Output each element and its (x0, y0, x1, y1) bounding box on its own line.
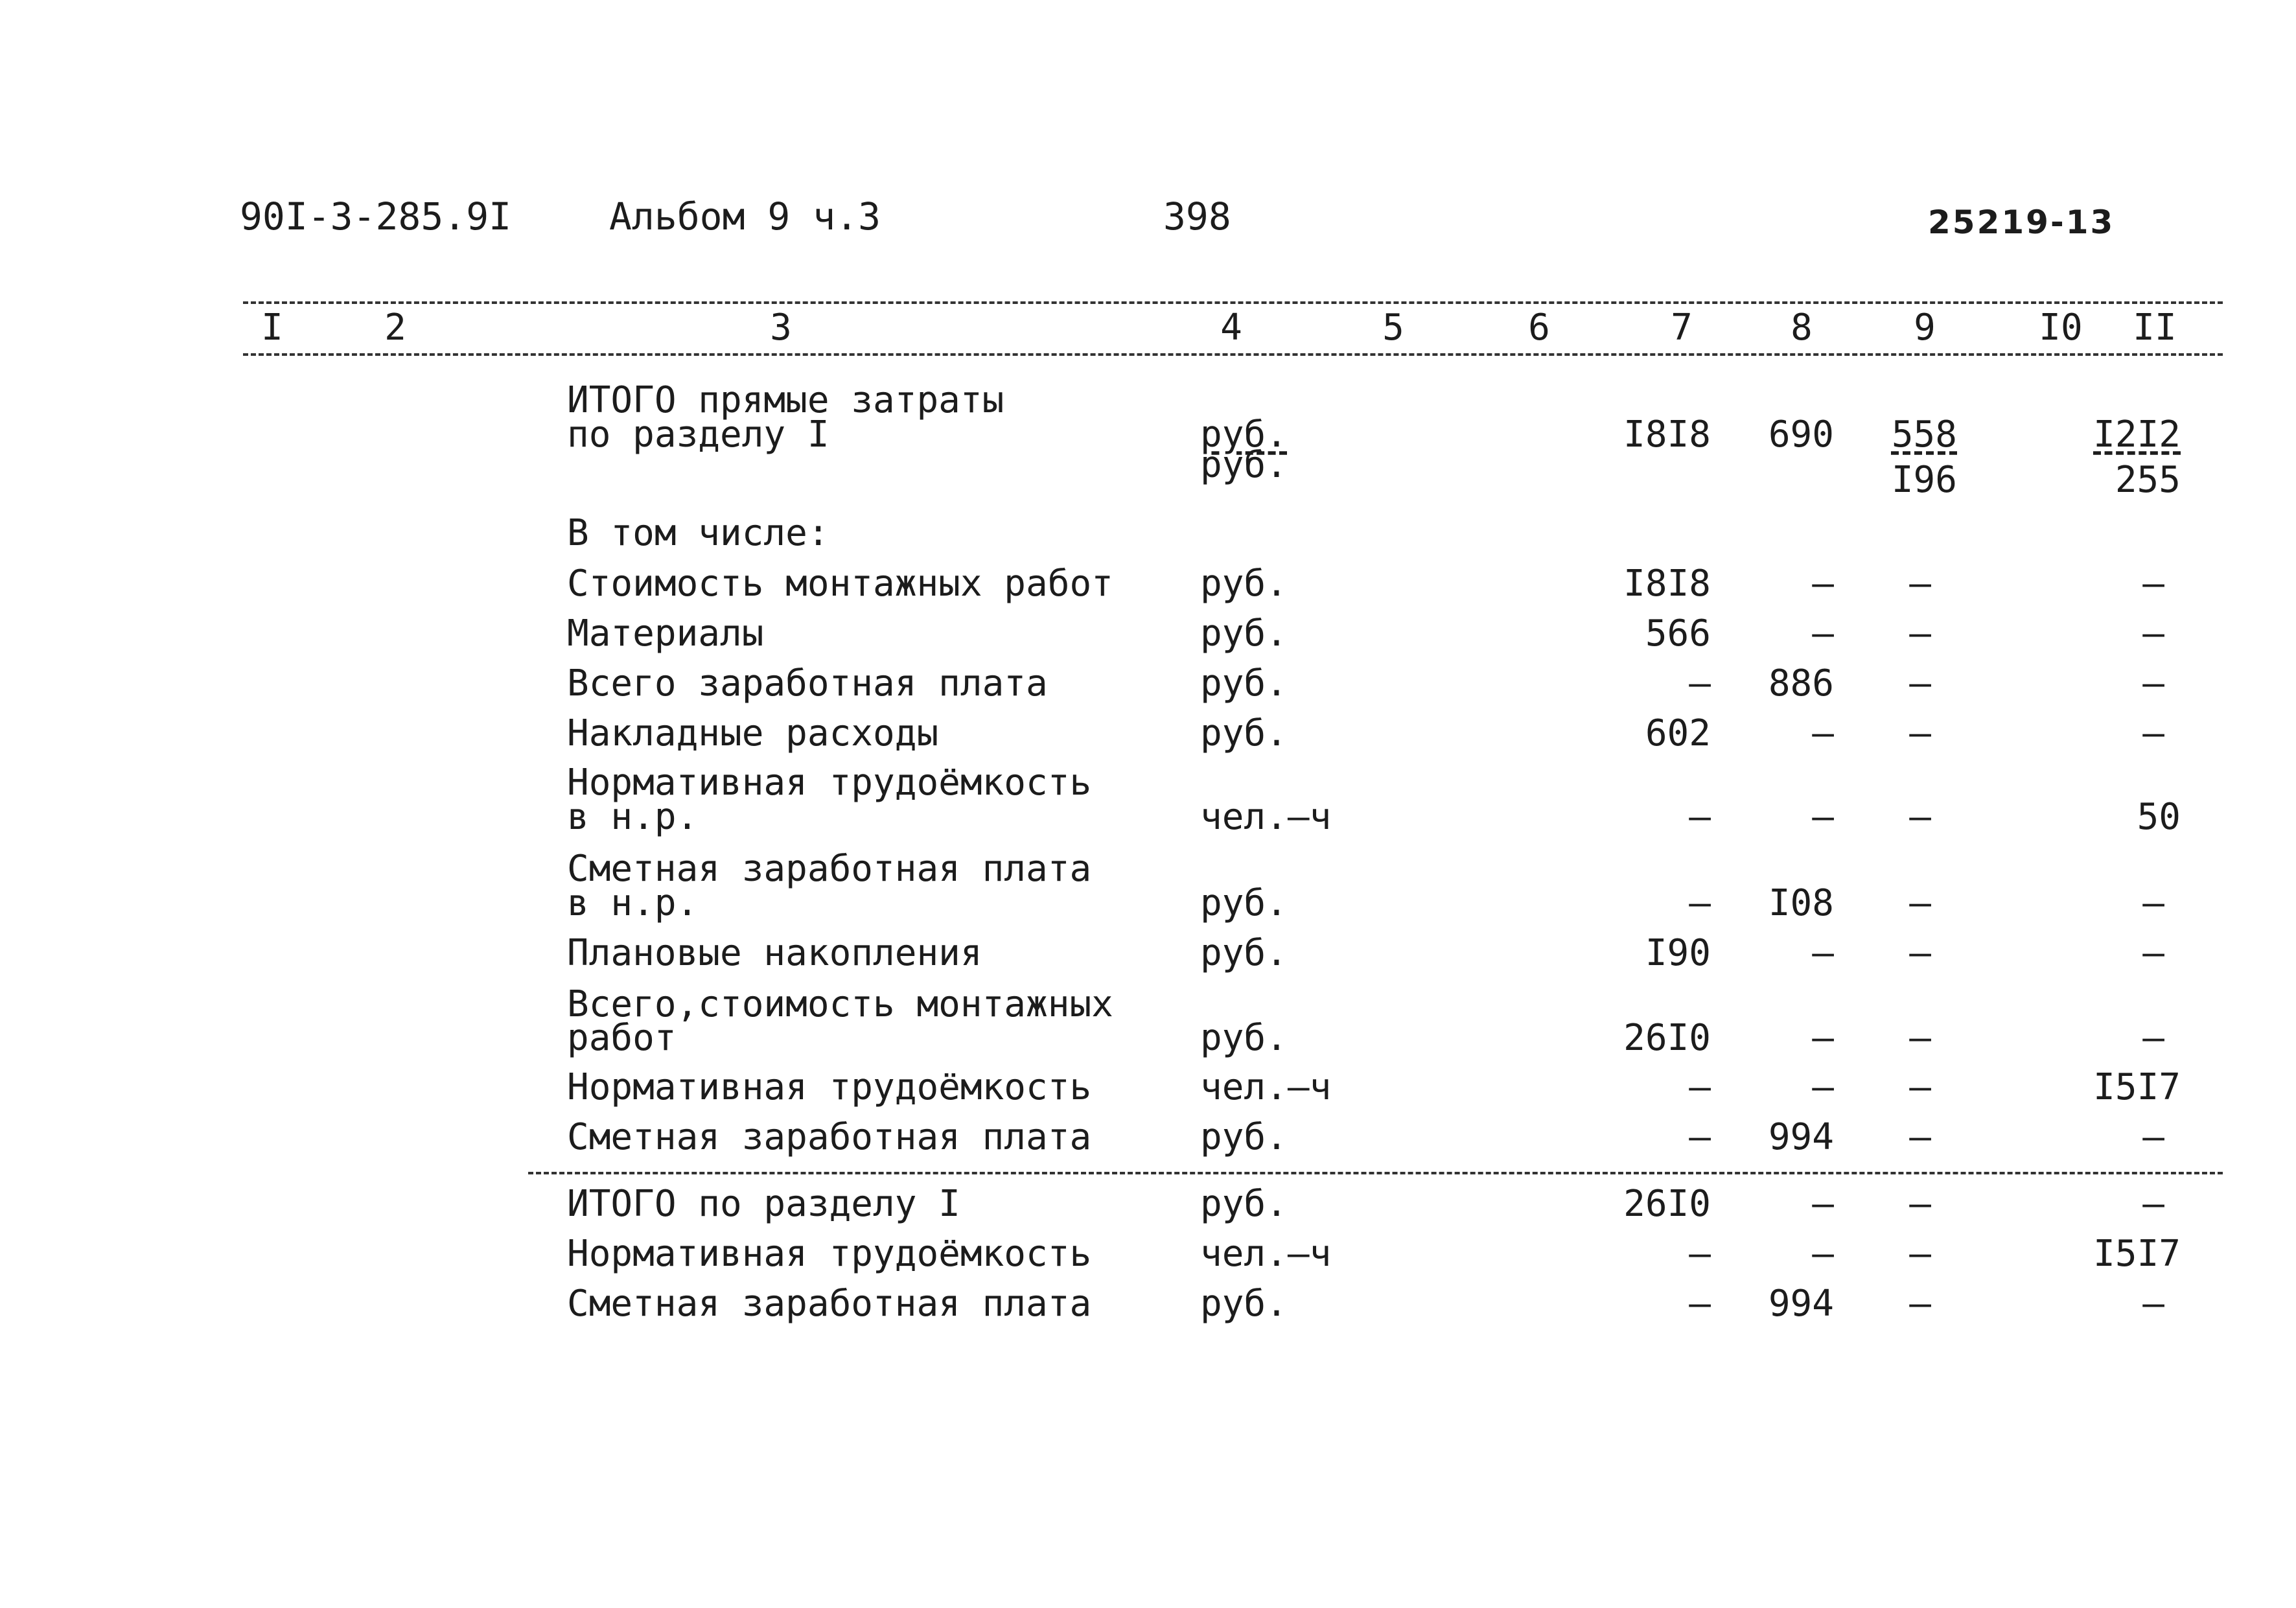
row-unit: руб. (1200, 612, 1288, 655)
row-col11: – (2142, 1116, 2164, 1158)
totals-col11: I5I7 (2093, 1233, 2181, 1275)
row-label: Накладные расходы (567, 712, 939, 754)
column-number: 7 (1671, 307, 1693, 349)
subheading: В том числе: (567, 512, 829, 554)
row-unit: руб. (1200, 1017, 1288, 1059)
row-label: Всего,стоимость монтажных (567, 983, 1113, 1025)
column-number: 3 (770, 307, 792, 349)
row-label: Плановые накопления (567, 932, 982, 974)
row-col7: 602 (1645, 712, 1711, 754)
totals-col8: 994 (1768, 1283, 1834, 1325)
column-number: 8 (1791, 307, 1813, 349)
summary-col8: 690 (1768, 414, 1834, 456)
row-col8: 886 (1768, 662, 1834, 705)
row-col9: – (1909, 612, 1931, 655)
row-unit: чел.–ч (1200, 796, 1332, 838)
column-number: 9 (1914, 307, 1936, 349)
column-header-bottom-rule (243, 353, 2223, 356)
row-col9: – (1909, 796, 1931, 838)
row-label: Материалы (567, 612, 764, 655)
totals-unit: чел.–ч (1200, 1233, 1332, 1275)
row-col8: – (1812, 932, 1834, 974)
column-number: II (2133, 307, 2177, 349)
page-number: 398 (1163, 194, 1231, 239)
row-col7: – (1689, 882, 1711, 924)
row-col9: – (1909, 882, 1931, 924)
totals-col11: – (2142, 1283, 2164, 1325)
totals-col7: 26I0 (1623, 1183, 1711, 1225)
summary-col9-bottom: I96 (1891, 459, 1957, 501)
row-col8: I08 (1768, 882, 1834, 924)
row-unit: руб. (1200, 932, 1288, 974)
summary-title-line2: по разделу I (567, 414, 829, 456)
totals-unit: руб. (1200, 1183, 1288, 1225)
row-label: Всего заработная плата (567, 662, 1048, 705)
row-col11: – (2142, 882, 2164, 924)
summary-col9-top: 558 (1891, 414, 1957, 456)
row-col9: – (1909, 1116, 1931, 1158)
row-col9: – (1909, 712, 1931, 754)
document-code: 90I-3-285.9I (240, 194, 512, 239)
row-col8: – (1812, 563, 1834, 605)
row-unit: руб. (1200, 662, 1288, 705)
row-col11: I5I7 (2093, 1066, 2181, 1108)
totals-col8: – (1812, 1233, 1834, 1275)
row-col9: – (1909, 1017, 1931, 1059)
totals-label: Сметная заработная плата (567, 1283, 1092, 1325)
row-unit: руб. (1200, 563, 1288, 605)
row-label: Сметная заработная плата (567, 848, 1092, 890)
row-col9: – (1909, 932, 1931, 974)
column-number: I (261, 307, 283, 349)
row-label: Нормативная трудоёмкость (567, 762, 1092, 804)
summary-col11-top: I2I2 (2093, 414, 2181, 456)
row-col7: I90 (1645, 932, 1711, 974)
totals-separator (528, 1172, 2223, 1174)
row-col11: – (2142, 563, 2164, 605)
row-unit: чел.–ч (1200, 1066, 1332, 1108)
summary-col11-bottom: 255 (2115, 459, 2181, 501)
summary-unit: руб. (1200, 414, 1288, 456)
row-label-line2: в н.р. (567, 796, 699, 838)
totals-label: Нормативная трудоёмкость (567, 1233, 1092, 1275)
column-number: 5 (1382, 307, 1404, 349)
row-col7: – (1689, 1066, 1711, 1108)
totals-col7: – (1689, 1233, 1711, 1275)
row-col7: – (1689, 796, 1711, 838)
totals-col9: – (1909, 1233, 1931, 1275)
album-label: Альбом 9 ч.3 (609, 194, 881, 239)
row-col7: I8I8 (1623, 563, 1711, 605)
totals-col8: – (1812, 1183, 1834, 1225)
totals-col7: – (1689, 1283, 1711, 1325)
totals-col11: – (2142, 1183, 2164, 1225)
row-col11: – (2142, 1017, 2164, 1059)
row-col8: – (1812, 712, 1834, 754)
row-col8: – (1812, 796, 1834, 838)
column-header-top-rule (243, 301, 2223, 304)
row-col8: – (1812, 1066, 1834, 1108)
row-col7: – (1689, 662, 1711, 705)
row-unit: руб. (1200, 882, 1288, 924)
row-label-line2: работ (567, 1017, 677, 1059)
column-number: I0 (2039, 307, 2083, 349)
row-col7: 566 (1645, 612, 1711, 655)
column-number: 2 (384, 307, 406, 349)
row-col11: – (2142, 932, 2164, 974)
totals-label: ИТОГО по разделу I (567, 1183, 960, 1225)
summary-unit-secondary: руб. (1200, 444, 1288, 486)
row-label-line2: в н.р. (567, 882, 699, 924)
row-col9: – (1909, 563, 1931, 605)
totals-unit: руб. (1200, 1283, 1288, 1325)
row-col11: – (2142, 662, 2164, 705)
row-unit: руб. (1200, 1116, 1288, 1158)
row-col11: – (2142, 612, 2164, 655)
row-col9: – (1909, 1066, 1931, 1108)
row-col7: 26I0 (1623, 1017, 1711, 1059)
row-col11: 50 (2137, 796, 2181, 838)
column-number: 6 (1528, 307, 1550, 349)
summary-title: ИТОГО прямые затраты (567, 379, 1004, 421)
row-col9: – (1909, 662, 1931, 705)
column-number: 4 (1220, 307, 1242, 349)
row-label: Нормативная трудоёмкость (567, 1066, 1092, 1108)
totals-col9: – (1909, 1183, 1931, 1225)
row-col8: – (1812, 612, 1834, 655)
row-label: Стоимость монтажных работ (567, 563, 1113, 605)
row-col8: – (1812, 1017, 1834, 1059)
row-col8: 994 (1768, 1116, 1834, 1158)
row-unit: руб. (1200, 712, 1288, 754)
row-col7: – (1689, 1116, 1711, 1158)
row-label: Сметная заработная плата (567, 1116, 1092, 1158)
summary-col7: I8I8 (1623, 414, 1711, 456)
row-col11: – (2142, 712, 2164, 754)
totals-col9: – (1909, 1283, 1931, 1325)
archive-stamp: 25219-13 (1928, 204, 2115, 241)
